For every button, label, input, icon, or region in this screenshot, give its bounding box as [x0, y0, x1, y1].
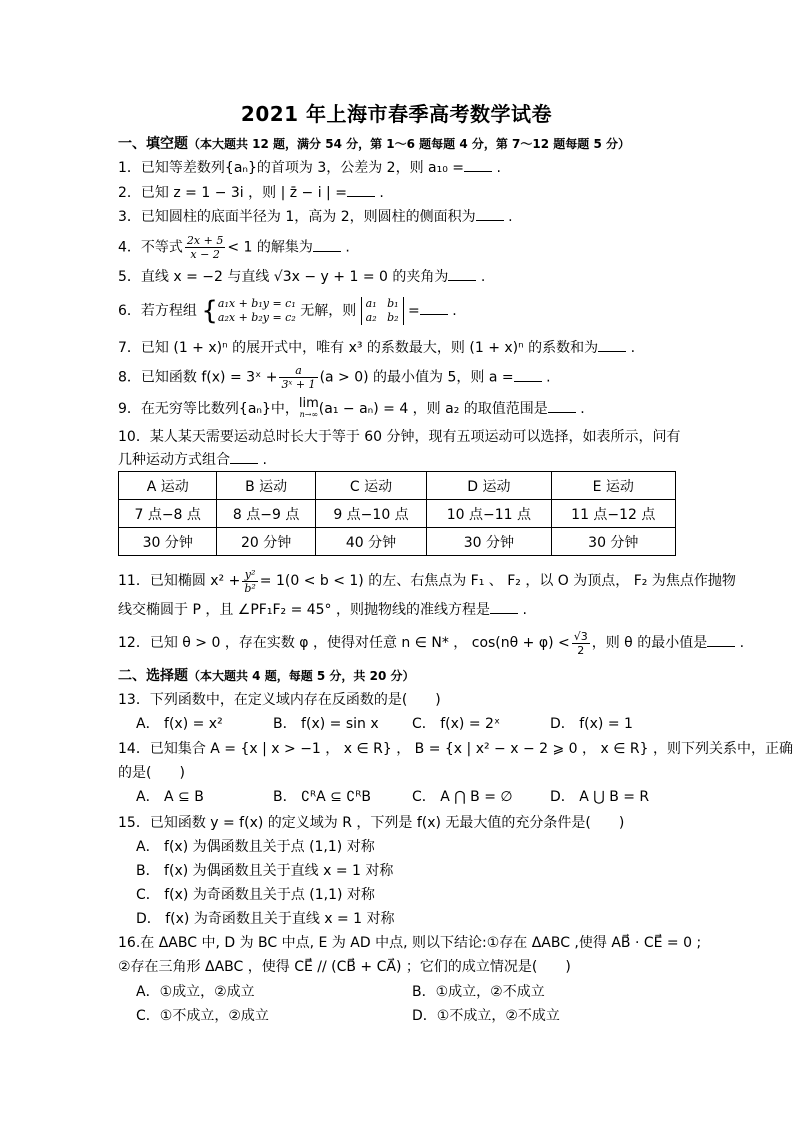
table-cell: 9 点−10 点: [315, 500, 426, 528]
q14-option-d: D． A ⋃ B = R: [550, 789, 650, 805]
table-cell: 8 点−9 点: [217, 500, 315, 528]
q11-text-c: 线交椭圆于 P ，且 ∠PF₁F₂ = 45° ，则抛物线的准线方程是: [118, 602, 491, 618]
q9-limit: [299, 398, 319, 420]
table-row: [119, 528, 676, 556]
q4-denominator: x − 2: [190, 248, 220, 261]
q9-text-a: 9．在无穷等比数列{aₙ}中，: [118, 401, 299, 417]
q6-system: [218, 297, 296, 325]
answer-blank: [548, 400, 576, 413]
q11-text-b: = 1(0 < b < 1) 的左、右焦点为 F₁ 、 F₂ ，以 O 为顶点， F₂ 为焦点作抛物: [259, 573, 736, 589]
answer-blank: [598, 339, 626, 352]
answer-blank: [313, 239, 341, 252]
q11-fraction: [242, 568, 257, 595]
table-cell: 11 点−12 点: [551, 500, 675, 528]
q16-option-d: D．①不成立，②不成立: [412, 1008, 560, 1024]
q9-lim-sub: n→∞: [299, 410, 319, 419]
question-1: 1．已知等差数列{aₙ}的首项为 3，公差为 2，则 a₁₀ = .: [118, 160, 501, 176]
det-b2: b₂: [387, 311, 399, 324]
q2-text: 2．已知 z = 1 − 3i ，则 | z̄ − i | =: [118, 185, 347, 201]
q11-text-a: 11．已知椭圆 x² +: [118, 573, 241, 589]
question-14-line-2: 的是( ): [118, 765, 185, 781]
q15-option-c: C． f(x) 为奇函数且关于点 (1,1) 对称: [136, 887, 375, 903]
det-a1: a₁: [365, 297, 377, 310]
det-b1: b₁: [387, 297, 399, 310]
table-cell: 30 分钟: [427, 528, 551, 556]
table-cell: 20 分钟: [217, 528, 315, 556]
section-1-label: 一、填空题: [118, 136, 188, 152]
question-15: 15．已知函数 y = f(x) 的定义域为 R ，下列是 f(x) 无最大值的充分条件是( ): [118, 815, 625, 831]
question-16-line-1: 16.在 ΔABC 中, D 为 BC 中点, E 为 AD 中点, 则以下结论:①存在 ΔABC ,使得 AB⃗ · CE⃗ = 0 ;: [118, 935, 702, 951]
table-cell: 30 分钟: [551, 528, 675, 556]
question-10-line-1: 10．某人某天需要运动总时长大于等于 60 分钟，现有五项运动可以选择，如表所示，问有: [118, 429, 681, 445]
q5-text: 5．直线 x = −2 与直线 √3x − y + 1 = 0 的夹角为: [118, 269, 449, 285]
q8-denominator: 3ˣ + 1: [281, 378, 316, 391]
q3-text: 3．已知圆柱的底面半径为 1，高为 2，则圆柱的侧面积为: [118, 209, 476, 225]
answer-blank: [490, 601, 518, 614]
question-9: 9．在无穷等比数列{aₙ}中， lim n→∞ (a₁ − aₙ) = 4 ，则 a₂ 的取值范围是 .: [118, 396, 585, 419]
q12-text-b: ，则 θ 的最小值是: [591, 635, 708, 651]
question-16-line-2: ②存在三角形 ΔABC ，使得 CE⃗ // (CB⃗ + CA⃗) ；它们的成立情况是( ): [118, 959, 571, 975]
q6-text-c: =: [408, 303, 420, 319]
q11-denominator: b²: [244, 581, 256, 595]
q11-numerator: y²: [242, 568, 257, 582]
q6-text-a: 6．若方程组: [118, 303, 197, 319]
page-title: 2021 年上海市春季高考数学试卷: [240, 102, 553, 126]
table-cell: B 运动: [217, 472, 315, 500]
section-2-note: （本大题共 4 题，每题 5 分，共 20 分）: [188, 669, 415, 683]
question-2: 2．已知 z = 1 − 3i ，则 | z̄ − i | = .: [118, 185, 384, 201]
question-6: 6．若方程组 { a₁x + b₁y = c₁ a₂x + b₂y = c₂ 无解，则 a₁ b₁ a₂ b₂ = .: [118, 296, 457, 326]
section-1-heading: [118, 133, 678, 155]
table-row: [119, 500, 676, 528]
q15-option-d: D． f(x) 为奇函数且关于直线 x = 1 对称: [136, 911, 395, 927]
q15-option-a: A． f(x) 为偶函数且关于点 (1,1) 对称: [136, 839, 375, 855]
q6-eq1: a₁x + b₁y = c₁: [217, 297, 296, 310]
q13-option-a: A． f(x) = x²: [136, 716, 223, 732]
question-4: 4．不等式 $\frac{2x + 5}{x - 2}$ < 1 的解集为 .: [118, 234, 350, 261]
section-1-note: （本大题共 12 题，满分 54 分，第 1～6 题每题 4 分，第 7～12 题每题 5 分）: [188, 137, 630, 151]
question-14-line-1: 14．已知集合 A = {x | x > −1 ， x ∈ R} ， B = {x | x² − x − 2 ⩾ 0 ， x ∈ R} ，则下列关系中，正确: [118, 741, 793, 757]
q16-option-a: A．①成立，②成立: [136, 984, 255, 1000]
q8-text-a: 8．已知函数 f(x) = 3ˣ +: [118, 369, 278, 386]
table-cell: 40 分钟: [315, 528, 426, 556]
table-cell: D 运动: [427, 472, 551, 500]
q4-numerator: 2x + 5: [186, 234, 224, 247]
q8-fraction: [279, 364, 317, 391]
q12-text-a: 12．已知 θ > 0 ，存在实数 φ ，使得对任意 n ∈ N* ， cos(nθ + φ) <: [118, 635, 570, 651]
q6-left-brace: {: [201, 296, 218, 326]
q13-option-d: D． f(x) = 1: [550, 716, 633, 732]
q15-option-b: B． f(x) 为偶函数且关于直线 x = 1 对称: [136, 863, 394, 879]
table-cell: 30 分钟: [119, 528, 217, 556]
question-8: 8．已知函数 f(x) = 3ˣ + $\frac{a}{\text{3ˣ + 1}}$ (a > 0) 的最小值为 5，则 a = .: [118, 364, 551, 391]
q13-option-c: C． f(x) = 2ˣ: [412, 716, 501, 732]
table-header-row: [119, 472, 676, 500]
table-cell: C 运动: [315, 472, 426, 500]
table-cell: E 运动: [551, 472, 675, 500]
question-12: 12．已知 θ > 0 ，存在实数 φ ，使得对任意 n ∈ N* ， cos(nθ + φ) < $\frac{√3}{2}$ ，则 θ 的最小值是 .: [118, 629, 745, 657]
question-3: 3．已知圆柱的底面半径为 1，高为 2，则圆柱的侧面积为 .: [118, 209, 513, 225]
answer-blank: [448, 268, 476, 281]
q16-option-c: C．①不成立，②成立: [136, 1008, 269, 1024]
table-cell: 10 点−11 点: [427, 500, 551, 528]
q13-option-b: B． f(x) = sin x: [273, 716, 379, 732]
q6-determinant: [361, 297, 404, 325]
question-13: 13．下列函数中，在定义域内存在反函数的是( ): [118, 692, 441, 708]
q12-numerator: √3: [573, 629, 588, 643]
question-11-line-1: [118, 566, 736, 596]
q9-text-b: (a₁ − aₙ) = 4 ，则 a₂ 的取值范围是: [318, 401, 548, 417]
answer-blank: [476, 208, 504, 221]
answer-blank: [230, 451, 258, 464]
q4-fraction: [185, 234, 225, 261]
answer-blank: [347, 184, 375, 197]
q8-text-b: (a > 0) 的最小值为 5，则 a =: [319, 369, 514, 386]
section-2-label: 二、选择题: [118, 668, 188, 684]
q16-option-b: B．①成立，②不成立: [412, 984, 545, 1000]
q14-option-a: A． A ⊆ B: [136, 789, 204, 805]
question-5: 5．直线 x = −2 与直线 √3x − y + 1 = 0 的夹角为 .: [118, 269, 486, 285]
q10-text-b: 几种运动方式组合: [118, 452, 230, 468]
det-a2: a₂: [365, 311, 377, 324]
q8-numerator: a: [279, 364, 317, 378]
q4-text-b: < 1 的解集为: [227, 239, 313, 256]
q6-text-b: 无解，则: [300, 303, 357, 319]
q1-text: 1．已知等差数列{aₙ}的首项为 3，公差为 2，则 a₁₀ =: [118, 160, 465, 176]
q9-lim: lim: [298, 396, 319, 411]
answer-blank: [514, 369, 542, 382]
answer-blank: [420, 302, 448, 315]
question-7: 7．已知 (1 + x)ⁿ 的展开式中，唯有 x³ 的系数最大，则 (1 + x)ⁿ 的系数和为 .: [118, 340, 636, 356]
q14-option-b: B． ∁ᴿA ⊆ ∁ᴿB: [273, 789, 371, 805]
answer-blank: [464, 159, 492, 172]
answer-blank: [707, 634, 735, 647]
section-2-heading: [118, 665, 678, 687]
q12-fraction: [572, 630, 590, 657]
q14-option-c: C． A ⋂ B = ∅: [412, 789, 513, 805]
q12-denominator: 2: [577, 643, 585, 657]
table-cell: 7 点−8 点: [119, 500, 217, 528]
q6-eq2: a₂x + b₂y = c₂: [217, 311, 296, 324]
q7-text: 7．已知 (1 + x)ⁿ 的展开式中，唯有 x³ 的系数最大，则 (1 + x)ⁿ 的系数和为: [118, 340, 599, 356]
question-10-line-2: 几种运动方式组合 .: [118, 452, 267, 468]
q4-text-a: 4．不等式: [118, 239, 183, 256]
exercise-table: [118, 471, 676, 556]
question-11-line-2: 线交椭圆于 P ，且 ∠PF₁F₂ = 45° ，则抛物线的准线方程是 .: [118, 602, 527, 618]
table-cell: A 运动: [119, 472, 217, 500]
